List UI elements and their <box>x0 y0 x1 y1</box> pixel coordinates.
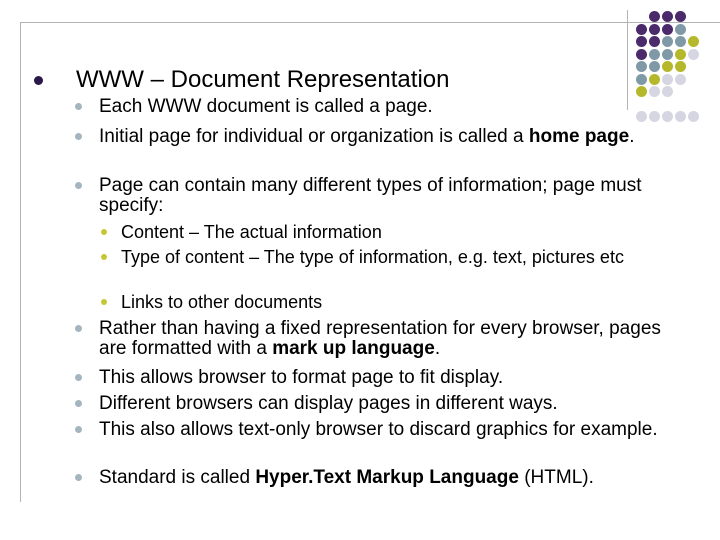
bullet-icon <box>75 103 82 110</box>
decor-dot <box>636 36 647 47</box>
decor-dot <box>675 49 686 60</box>
text-segment: Content – The actual information <box>121 222 382 242</box>
text-segment: Different browsers can display pages in different ways. <box>99 393 558 414</box>
text-segment: This also allows text-only browser to discard graphics for example. <box>99 419 658 440</box>
decor-dot <box>662 74 673 85</box>
bullet-item-6 <box>99 420 689 440</box>
decor-dot <box>662 36 673 47</box>
decor-dot <box>675 36 686 47</box>
decor-dot <box>688 49 699 60</box>
title-bullet-icon <box>34 76 43 85</box>
text-segment: Type of content – The type of information, e.g. text, pictures etc <box>121 247 624 267</box>
decor-dot <box>662 11 673 22</box>
bullet-item-7 <box>99 468 689 488</box>
bullet-item-4 <box>99 368 689 388</box>
sub-bullet-item-2 <box>121 293 691 312</box>
decor-dot <box>662 24 673 35</box>
decor-dot <box>675 74 686 85</box>
decor-dot <box>649 24 660 35</box>
sub-bullet-item-0 <box>121 223 691 242</box>
decor-dot <box>662 61 673 72</box>
bullet-icon <box>75 374 82 381</box>
decor-dot <box>649 61 660 72</box>
bold-segment: home page <box>528 126 630 147</box>
text-segment: This allows browser to format page to fit display. <box>99 367 504 388</box>
text-segment: . <box>629 126 635 147</box>
bold-segment: mark up language <box>272 338 435 359</box>
bullet-item-3 <box>99 319 689 359</box>
frame-top-line <box>20 22 720 23</box>
frame-left-line <box>20 22 21 502</box>
bullet-icon <box>75 325 82 332</box>
text-segment: . <box>434 338 441 359</box>
sub-bullet-icon <box>101 254 107 260</box>
text-segment: (HTML). <box>518 467 594 488</box>
sub-bullet-icon <box>101 229 107 235</box>
bullet-item-5 <box>99 394 689 414</box>
decor-dot <box>688 111 699 122</box>
decor-dot <box>675 24 686 35</box>
decor-dot <box>649 11 660 22</box>
bullet-icon <box>75 474 82 481</box>
bullet-item-2 <box>99 176 689 216</box>
bullet-item-0 <box>99 97 689 117</box>
decor-dot <box>636 86 647 97</box>
bullet-item-1 <box>99 127 689 147</box>
decor-dot <box>649 74 660 85</box>
decor-dot <box>675 11 686 22</box>
bullet-icon <box>75 182 82 189</box>
slide-title: WWW – Document Representation <box>76 66 450 93</box>
bullet-icon <box>75 426 82 433</box>
decor-dot <box>662 49 673 60</box>
decor-dot <box>636 74 647 85</box>
decor-dot <box>662 86 673 97</box>
decor-dot <box>636 24 647 35</box>
bold-segment: Hyper.Text Markup Language <box>255 467 519 488</box>
text-segment: Links to other documents <box>121 292 323 312</box>
frame-corner-line <box>627 10 628 110</box>
text-segment: Rather than having a fixed representation for every browser, pages are formatted with a <box>99 318 661 359</box>
decor-dot <box>675 61 686 72</box>
decor-dot <box>649 86 660 97</box>
sub-bullet-item-1 <box>121 248 691 267</box>
decor-dot <box>636 49 647 60</box>
decor-dot <box>688 36 699 47</box>
bullet-icon <box>75 400 82 407</box>
decor-dot <box>649 36 660 47</box>
decor-dot <box>649 49 660 60</box>
text-segment: Each WWW document is called a page. <box>99 96 433 117</box>
text-segment: Standard is called <box>99 467 256 488</box>
bullet-icon <box>75 133 82 140</box>
sub-bullet-icon <box>101 299 107 305</box>
text-segment: Page can contain many different types of information; page must specify: <box>99 175 642 216</box>
decor-dot <box>636 61 647 72</box>
text-segment: Initial page for individual or organization is called a <box>99 126 529 147</box>
